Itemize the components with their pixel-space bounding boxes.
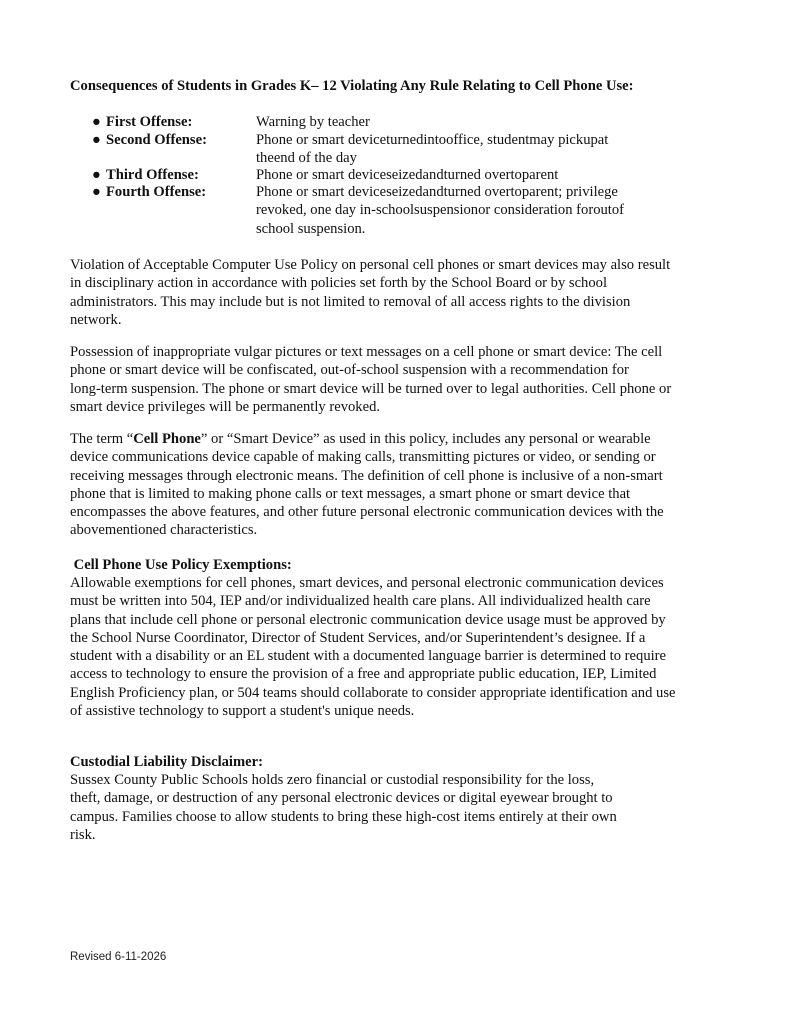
consequences-heading: Consequences of Students in Grades K– 12 Violating Any Rule Relating to Cell Phone Use: <box>70 78 634 94</box>
liability-paragraph: Sussex County Public Schools holds zero financial or custodial responsibility for the loss, theft, damage, or destruction of any personal electronic devices or digital eyewear brought to campus. Families choose to allow students to bring these high-cost items entirely at their own risk. <box>70 772 617 843</box>
offense-label: ● Fourth Offense: <box>92 184 207 200</box>
exemptions-heading: Cell Phone Use Policy Exemptions: <box>70 557 292 573</box>
offense-label: ● Second Offense: <box>92 132 207 148</box>
exemptions-paragraph: Allowable exemptions for cell phones, smart devices, and personal electronic communication devices must be written into 504, IEP and/or individualized health care plans. All individualized health care plans that include cell phone or personal electronic communication device usage must be approved by the School Nurse Coordinator, Director of Student Services, and/or Superintendent’s designee. If a student with a disability or an EL student with a documented language barrier is determined to require access to technology to ensure the provision of a free and appropriate public education, IEP, Limited English Proficiency plan, or 504 teams should collaborate to consider appropriate identification and use of assistive technology to support a student's unique needs. <box>70 575 676 720</box>
offense-consequence: Phone or smart deviceseizedandturned overtoparent <box>256 167 559 183</box>
offense-label: ● First Offense: <box>92 114 193 130</box>
definition-paragraph: The term “Cell Phone” or “Smart Device” as used in this policy, includes any personal or wearable device communications device capable of making calls, transmitting pictures or video, or sending or receiving messages through electronic means. The definition of cell phone is inclusive of a non-smart phone that is limited to making phone calls or text messages, a smart phone or smart device that encompasses the above features, and other future personal electronic communication devices with the abovementioned characteristics. <box>70 431 664 539</box>
bullet-icon: ● <box>92 167 101 183</box>
possession-paragraph: Possession of inappropriate vulgar pictures or text messages on a cell phone or smart device: The cell phone or smart device will be confiscated, out-of-school suspension with a recommendation for long-term suspension. The phone or smart device will be turned over to legal authorities. Cell phone or smart device privileges will be permanently revoked. <box>70 344 672 415</box>
bullet-icon: ● <box>92 132 101 148</box>
offense-label: ● Third Offense: <box>92 167 199 183</box>
offense-consequence: Warning by teacher <box>256 114 370 130</box>
acceptable-use-paragraph: Violation of Acceptable Computer Use Policy on personal cell phones or smart devices may also result in disciplinary action in accordance with policies set forth by the School Board or by school administrators. This may include but is not limited to removal of all access rights to the division network. <box>70 257 671 328</box>
offense-consequence: Phone or smart deviceturnedintooffice, studentmay pickupat theend of the day <box>256 132 609 167</box>
bullet-icon: ● <box>92 114 101 130</box>
cell-phone-term: Cell Phone <box>133 431 201 447</box>
revision-footer: Revised 6-11-2026 <box>70 951 167 963</box>
bullet-icon: ● <box>92 184 101 200</box>
liability-heading: Custodial Liability Disclaimer: <box>70 754 263 770</box>
offense-consequence: Phone or smart deviceseizedandturned overtoparent; privilege revoked, one day in-schoolsuspensionor consideration foroutof school suspension. <box>256 184 625 237</box>
